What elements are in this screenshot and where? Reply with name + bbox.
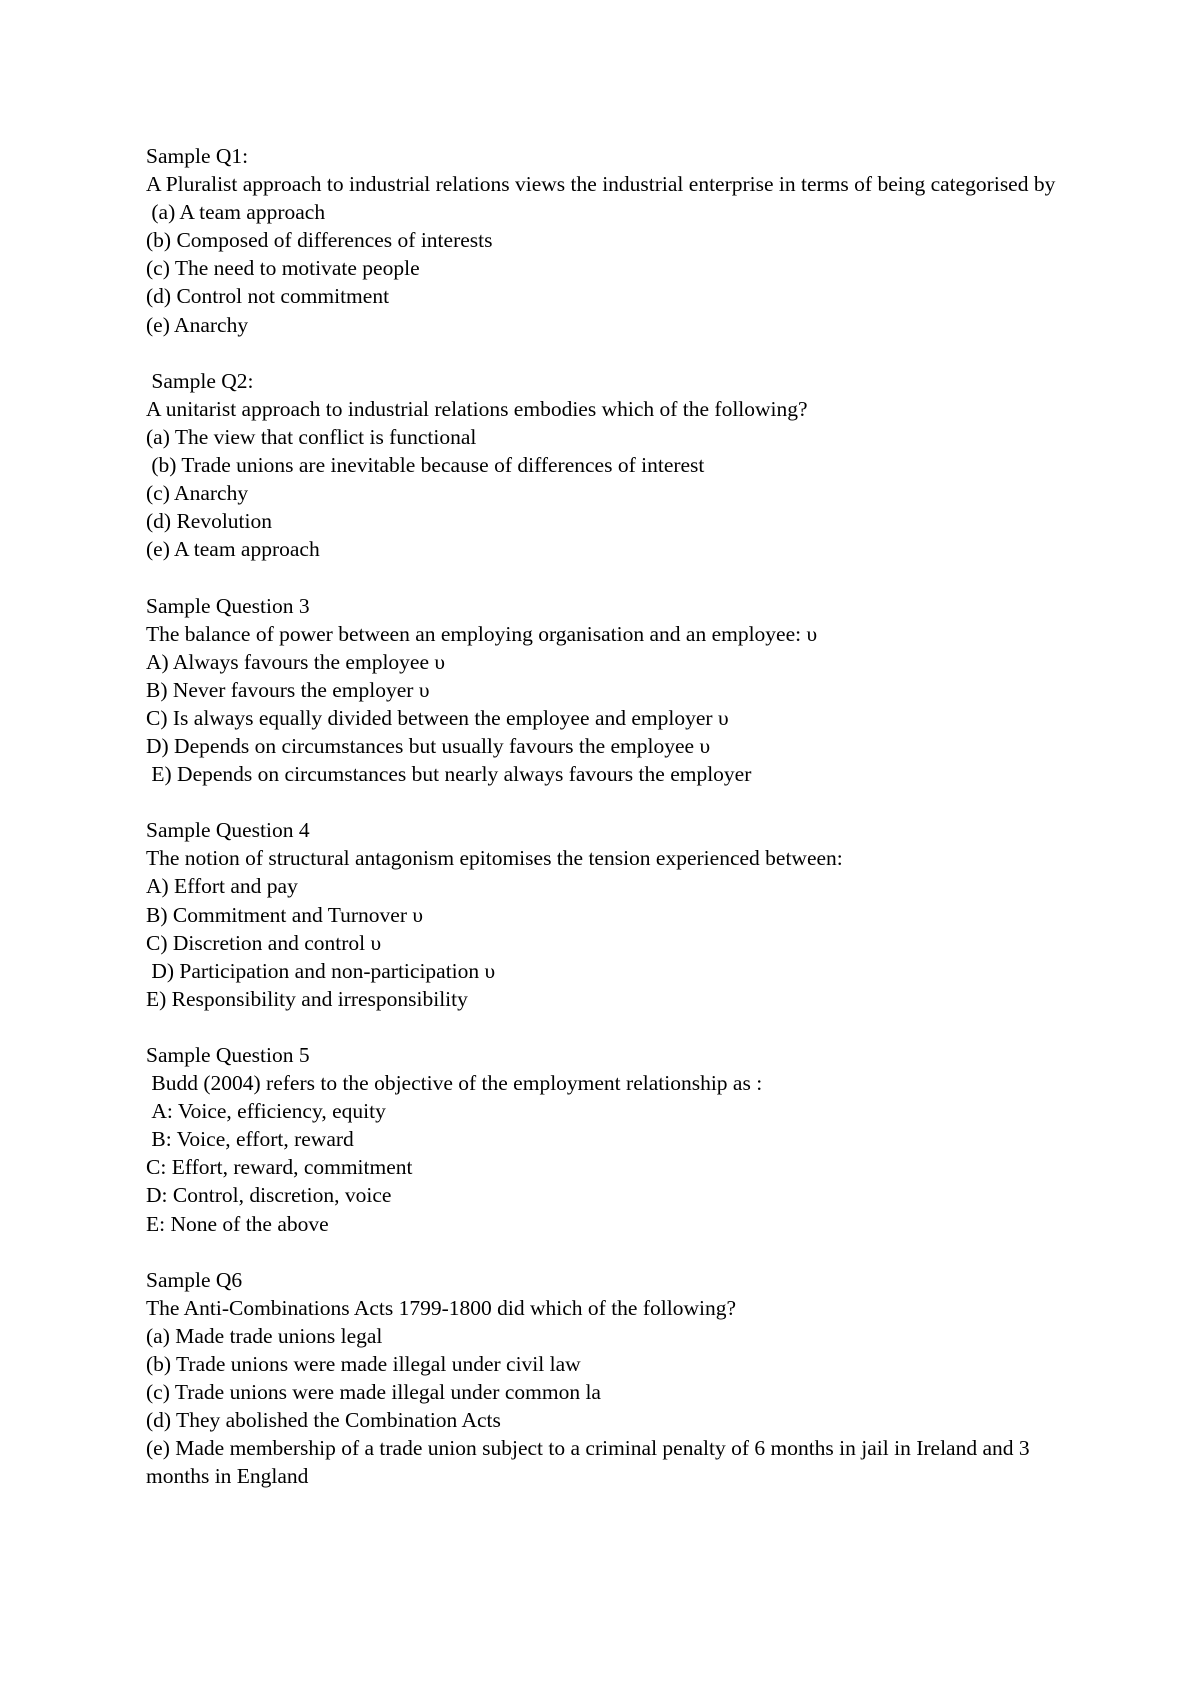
question-heading: Sample Question 3 — [146, 593, 310, 618]
question-stem: Budd (2004) refers to the objective of the employment relationship as : — [146, 1071, 763, 1096]
question-heading: Sample Question 5 — [146, 1043, 310, 1067]
question-stem: The balance of power between an employing organisation and an employee: υ — [146, 621, 818, 646]
document-body — [146, 142, 1066, 1519]
question-stem: A unitarist approach to industrial relations embodies which of the following? — [146, 396, 808, 421]
answer-option: C) Discretion and control υ — [146, 930, 382, 955]
answer-option: (a) The view that conflict is functional — [146, 424, 477, 449]
answer-option: A: Voice, efficiency, equity — [146, 1099, 386, 1124]
answer-option: E) Depends on circumstances but nearly always favours the employer — [146, 762, 752, 787]
question-heading: Sample Q1: — [146, 144, 249, 168]
answer-option: (d) Control not commitment — [146, 284, 390, 309]
answer-option: B) Never favours the employer υ — [146, 677, 430, 702]
answer-option: A) Effort and pay — [146, 874, 298, 899]
answer-option: D) Participation and non-participation υ — [146, 958, 496, 983]
answer-option: C: Effort, reward, commitment — [146, 1155, 413, 1180]
question-block-1 — [146, 142, 1066, 339]
question-heading: Sample Q6 — [146, 1267, 243, 1292]
answer-option: (d) They abolished the Combination Acts — [146, 1408, 501, 1433]
answer-option: (a) Made trade unions legal — [146, 1323, 383, 1348]
answer-option: (c) Anarchy — [146, 481, 249, 506]
answer-option: B) Commitment and Turnover υ — [146, 902, 424, 927]
answer-option: D) Depends on circumstances but usually favours the employee υ — [146, 733, 711, 758]
question-stem: The Anti-Combinations Acts 1799-1800 did which of the following? — [146, 1295, 736, 1320]
answer-option: (c) The need to motivate people — [146, 256, 420, 281]
answer-option: (a) A team approach — [146, 200, 326, 225]
question-heading: Sample Q2: — [146, 368, 254, 393]
question-block-6 — [146, 1266, 1066, 1491]
question-stem: The notion of structural antagonism epitomises the tension experienced between: — [146, 846, 843, 871]
answer-option: (b) Trade unions are inevitable because of differences of interest — [146, 453, 705, 478]
answer-option: (e) Made membership of a trade union subject to a criminal penalty of 6 months in jail in Ireland and 3 months in England — [146, 1436, 1036, 1489]
answer-option: D: Control, discretion, voice — [146, 1183, 392, 1208]
answer-option: B: Voice, effort, reward — [146, 1127, 354, 1152]
answer-option: (e) Anarchy — [146, 312, 249, 337]
answer-option: (c) Trade unions were made illegal under common la — [146, 1380, 601, 1405]
answer-option: C) Is always equally divided between the employee and employer υ — [146, 705, 729, 730]
answer-option: E: None of the above — [146, 1211, 329, 1236]
answer-option: (e) A team approach — [146, 537, 320, 562]
question-block-3 — [146, 592, 1066, 789]
answer-option: A) Always favours the employee υ — [146, 649, 446, 674]
answer-option: (b) Composed of differences of interests — [146, 228, 493, 253]
question-block-2 — [146, 367, 1066, 564]
answer-option: E) Responsibility and irresponsibility — [146, 986, 468, 1011]
question-heading: Sample Question 4 — [146, 818, 310, 843]
answer-option: (b) Trade unions were made illegal under civil law — [146, 1352, 581, 1377]
answer-option: (d) Revolution — [146, 509, 272, 534]
question-block-4 — [146, 816, 1066, 1013]
question-block-5 — [146, 1041, 1066, 1238]
question-stem: A Pluralist approach to industrial relations views the industrial enterprise in terms of being categorised by — [146, 172, 1056, 197]
